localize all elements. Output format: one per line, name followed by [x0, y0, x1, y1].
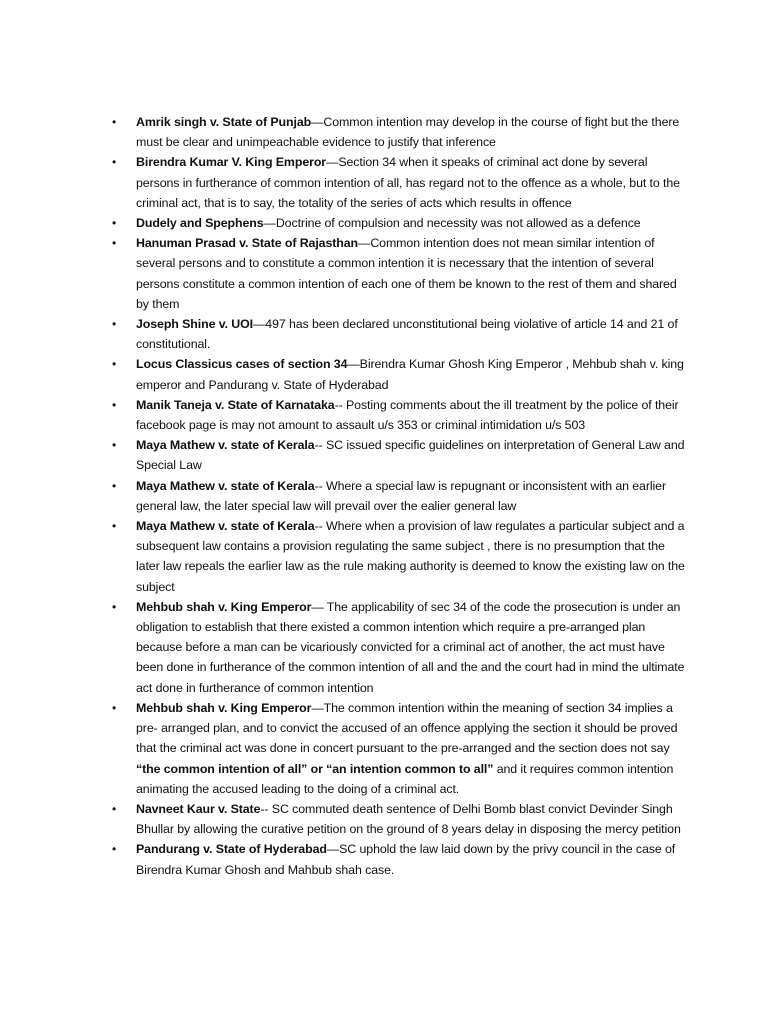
case-list: [0, 112, 768, 880]
case-text-part: —The common intention within the meaning of section 34 implies a pre- arranged plan, and to convict the accused of an offence applying the section it should be proved that the criminal act was done in concert pursuant to the pre-arranged and the section does not say: [136, 700, 678, 756]
case-text: -- Posting comments about the ill treatment by the police of their facebook page is may not amount to assault u/s 353 or criminal intimidation u/s 503: [136, 397, 679, 433]
case-text: -- Where a special law is repugnant or inconsistent with an earlier general law, the later special law will prevail over the ealier general law: [136, 478, 666, 513]
case-name: Pandurang v. State of Hyderabad: [136, 842, 327, 857]
list-item: [0, 476, 768, 516]
list-item: [0, 395, 768, 435]
bullet-icon: •: [112, 599, 117, 614]
case-name: Dudely and Spephens: [136, 216, 264, 231]
case-name: Maya Mathew v. state of Kerala: [136, 438, 315, 453]
list-item: [0, 698, 768, 799]
case-name: Amrik singh v. State of Punjab: [136, 115, 312, 129]
case-text: —SC uphold the law laid down by the privy council in the case of Birendra Kumar Ghosh and Mahbub shah case.: [136, 842, 676, 877]
bullet-icon: •: [112, 519, 117, 534]
bullet-icon: •: [112, 397, 117, 412]
quoted-phrase: “the common intention of all” or “an intention common to all”: [136, 761, 494, 776]
list-item: [0, 597, 768, 698]
bullet-icon: •: [112, 216, 117, 231]
case-name: Manik Taneja v. State of Karnataka: [136, 397, 335, 412]
case-text-part: and it requires common intention animating the accused leading to the doing of a criminal act.: [136, 761, 674, 796]
case-name: Birendra Kumar V. King Emperor: [136, 155, 327, 170]
bullet-icon: •: [112, 842, 117, 857]
bullet-icon: •: [112, 236, 117, 251]
list-item: [0, 435, 768, 475]
bullet-icon: •: [112, 478, 117, 493]
list-item: [0, 839, 768, 879]
bullet-icon: •: [112, 357, 117, 372]
case-name: Mehbub shah v. King Emperor: [136, 700, 312, 715]
list-item: [0, 314, 768, 354]
bullet-icon: •: [112, 438, 117, 453]
bullet-icon: •: [112, 700, 117, 715]
list-item: [0, 112, 768, 152]
list-item: [0, 354, 768, 394]
case-name: Navneet Kaur v. State: [136, 801, 261, 816]
case-text: —Common intention does not mean similar intention of several persons and to constitute a common intention it is necessary that the intention of several persons constitute a common intention of each one of them be known to the rest of them and shared by them: [136, 236, 677, 311]
case-name: Maya Mathew v. state of Kerala: [136, 519, 315, 534]
list-item: [0, 516, 768, 597]
bullet-icon: •: [112, 801, 117, 816]
case-name: Maya Mathew v. state of Kerala: [136, 478, 315, 493]
bullet-icon: •: [112, 155, 117, 170]
list-item: [0, 213, 768, 233]
case-text: —Section 34 when it speaks of criminal act done by several persons in furtherance of common intention of all, has regard not to the offence as a whole, but to the criminal act, that is to say, the totality of the series of acts which results in offence: [136, 155, 680, 210]
case-text: -- SC issued specific guidelines on interpretation of General Law and Special Law: [136, 438, 685, 473]
case-text: -- SC commuted death sentence of Delhi Bomb blast convict Devinder Singh Bhullar by allowing the curative petition on the ground of 8 years delay in disposing the mercy petition: [136, 801, 681, 837]
list-item: [0, 152, 768, 213]
case-text: —Birendra Kumar Ghosh King Emperor , Mehbub shah v. king emperor and Pandurang v. State of Hyderabad: [136, 357, 684, 392]
case-text: -- Where when a provision of law regulates a particular subject and a subsequent law contains a provision regulating the same subject , there is no presumption that the later law repeals the earlier law as the rule making authority is deemed to know the existing law on the subject: [136, 519, 685, 594]
list-item: [0, 799, 768, 839]
case-text: — The applicability of sec 34 of the code the prosecution is under an obligation to establish that there existed a common intention which require a pre-arranged plan because before a man can be vicariously convicted for a criminal act of another, the act must have been done in furtherance of the common intention of all and the and the court had in mind the ultimate act done in furtherance of common intention: [136, 599, 685, 695]
case-name: Joseph Shine v. UOI: [136, 317, 253, 332]
bullet-icon: •: [112, 317, 117, 332]
case-name: Hanuman Prasad v. State of Rajasthan: [136, 236, 359, 251]
bullet-icon: •: [112, 115, 117, 129]
case-text: —Common intention may develop in the course of fight but the there must be clear and unimpeachable evidence to justify that inference: [136, 115, 680, 150]
case-name: Locus Classicus cases of section 34: [136, 357, 348, 372]
case-text: [136, 701, 677, 796]
case-text: —497 has been declared unconstitutional being violative of article 14 and 21 of constitutional.: [136, 317, 678, 352]
list-item: [0, 233, 768, 314]
case-name: Mehbub shah v. King Emperor: [136, 599, 312, 614]
case-text: —Doctrine of compulsion and necessity was not allowed as a defence: [263, 216, 641, 231]
